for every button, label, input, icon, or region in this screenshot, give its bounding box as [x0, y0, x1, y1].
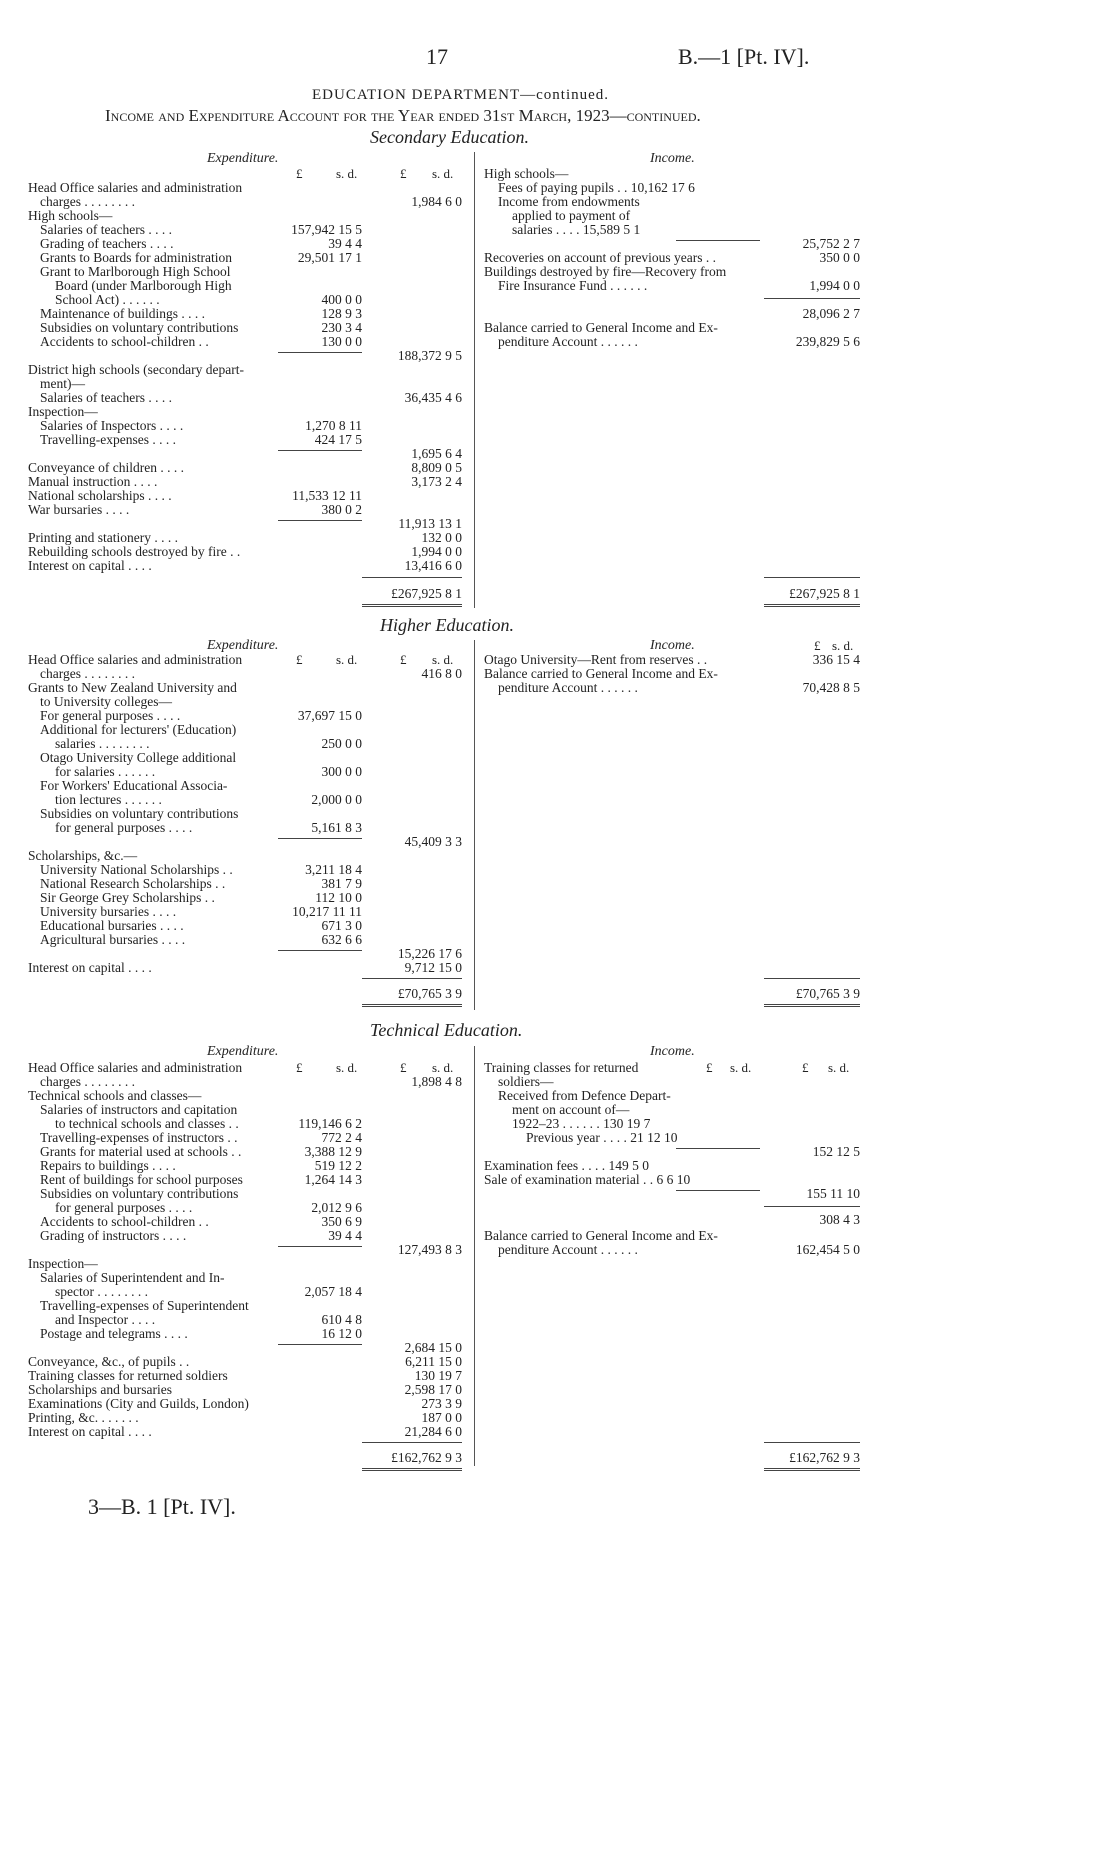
currency-header: £ [400, 1060, 407, 1075]
income-line: salaries . . . . 15,589 5 1 [512, 222, 641, 237]
outer-amount: 336 15 4 [812, 652, 860, 667]
outer-amount: 25,752 2 7 [802, 236, 860, 251]
expenditure-line: National Research Scholarships . . [40, 876, 226, 891]
income-line: ment on account of— [512, 1102, 630, 1117]
expenditure-total: £267,925 8 1 [391, 586, 462, 601]
income-total: £267,925 8 1 [789, 586, 860, 601]
outer-amount: 15,226 17 6 [397, 946, 462, 961]
outer-amount: 1,984 6 0 [411, 194, 462, 209]
outer-amount: 3,173 2 4 [411, 474, 462, 489]
outer-amount: 187 0 0 [421, 1410, 462, 1425]
total-double-rule [764, 604, 860, 607]
income-line: Sale of examination material . . 6 6 10 [484, 1172, 691, 1187]
expenditure-line: Salaries of instructors and capitation [40, 1102, 238, 1117]
expenditure-line: Head Office salaries and administration [28, 180, 243, 195]
subtotal-rule [764, 298, 860, 299]
expenditure-line: Technical schools and classes— [28, 1088, 202, 1103]
income-line: Fire Insurance Fund . . . . . . [498, 278, 648, 293]
currency-header: s. d. [432, 166, 454, 181]
income-line: Otago University—Rent from reserves . . [484, 652, 708, 667]
expenditure-line: Repairs to buildings . . . . [40, 1158, 176, 1173]
income-line: Buildings destroyed by fire—Recovery from [484, 264, 727, 279]
expenditure-line: Printing and stationery . . . . [28, 530, 178, 545]
column-divider [474, 640, 475, 1010]
higher-income-label: Income. [650, 638, 695, 653]
outer-amount: 28,096 2 7 [802, 306, 860, 321]
expenditure-line: Salaries of teachers . . . . [40, 222, 172, 237]
income-line: Recoveries on account of previous years . . [484, 250, 717, 265]
inner-amount: 29,501 17 1 [297, 250, 362, 265]
outer-amount: 70,428 8 5 [802, 680, 860, 695]
currency-header: s. d. [336, 1060, 358, 1075]
expenditure-line: Grant to Marlborough High School [40, 264, 231, 279]
expenditure-line: Rebuilding schools destroyed by fire . . [28, 544, 241, 559]
currency-header: £ [814, 638, 821, 653]
expenditure-line: Head Office salaries and administration [28, 1060, 243, 1075]
expenditure-line: Accidents to school-children . . [40, 1214, 209, 1229]
currency-header: s. d. [832, 638, 854, 653]
expenditure-line: salaries . . . . . . . . [55, 736, 150, 751]
expenditure-line: Inspection— [28, 1256, 98, 1271]
department-title: EDUCATION DEPARTMENT—continued. [312, 87, 610, 103]
inner-amount: 381 7 9 [321, 876, 362, 891]
inner-amount: 5,161 8 3 [311, 820, 362, 835]
outer-amount: 9,712 15 0 [404, 960, 462, 975]
inner-amount: 250 0 0 [321, 736, 362, 751]
expenditure-line: Scholarships and bursaries [28, 1382, 172, 1397]
technical-expenditure-label: Expenditure. [207, 1044, 279, 1059]
outer-amount: 1,994 0 0 [411, 544, 462, 559]
inner-amount: 1,270 8 11 [305, 418, 362, 433]
outer-amount: 8,809 0 5 [411, 460, 462, 475]
outer-amount: 416 8 0 [421, 666, 462, 681]
expenditure-line: Inspection— [28, 404, 98, 419]
total-double-rule [362, 1004, 462, 1007]
outer-amount: 239,829 5 6 [795, 334, 860, 349]
expenditure-line: Educational bursaries . . . . [40, 918, 184, 933]
higher-expenditure-label: Expenditure. [207, 638, 279, 653]
income-line: Balance carried to General Income and Ex- [484, 666, 718, 681]
subtotal-rule [278, 1344, 362, 1345]
total-double-rule [362, 604, 462, 607]
inner-amount: 3,388 12 9 [304, 1144, 362, 1159]
subtotal-rule [278, 950, 362, 951]
expenditure-line: Grants to Boards for administration [40, 250, 232, 265]
outer-amount: 1,898 4 8 [411, 1074, 462, 1089]
inner-amount: 130 0 0 [321, 334, 362, 349]
subtotal-rule [764, 1206, 860, 1207]
expenditure-line: Salaries of teachers . . . . [40, 390, 172, 405]
expenditure-line: University bursaries . . . . [40, 904, 177, 919]
outer-amount: 2,598 17 0 [404, 1382, 462, 1397]
expenditure-line: War bursaries . . . . [28, 502, 130, 517]
inner-amount: 37,697 15 0 [297, 708, 362, 723]
income-line: Previous year . . . . 21 12 10 [526, 1130, 678, 1145]
expenditure-line: Salaries of Inspectors . . . . [40, 418, 184, 433]
outer-amount: 132 0 0 [421, 530, 462, 545]
expenditure-line: District high schools (secondary depart- [28, 362, 244, 377]
expenditure-line: Board (under Marlborough High [55, 278, 232, 293]
inner-amount: 2,000 0 0 [311, 792, 362, 807]
income-line: Fees of paying pupils . . 10,162 17 6 [498, 180, 695, 195]
page-number: 17 [426, 44, 448, 69]
expenditure-line: Travelling-expenses . . . . [40, 432, 176, 447]
expenditure-line: Manual instruction . . . . [28, 474, 158, 489]
expenditure-line: charges . . . . . . . . [40, 1074, 135, 1089]
inner-amount: 39 4 4 [328, 236, 362, 251]
currency-header: £ [400, 652, 407, 667]
income-line: Examination fees . . . . 149 5 0 [484, 1158, 649, 1173]
income-line: applied to payment of [512, 208, 631, 223]
subtotal-rule [278, 352, 362, 353]
income-line: Balance carried to General Income and Ex- [484, 320, 718, 335]
expenditure-line: For Workers' Educational Associa- [40, 778, 228, 793]
expenditure-line: for general purposes . . . . [55, 820, 193, 835]
inner-amount: 400 0 0 [321, 292, 362, 307]
inner-amount: 2,057 18 4 [304, 1284, 362, 1299]
inner-amount: 380 0 2 [321, 502, 362, 517]
outer-amount: 13,416 6 0 [404, 558, 462, 573]
inner-amount: 350 6 9 [321, 1214, 362, 1229]
income-line: Received from Defence Depart- [498, 1088, 671, 1103]
total-double-rule [362, 1468, 462, 1471]
total-rule [764, 978, 860, 979]
inner-amount: 128 9 3 [321, 306, 362, 321]
expenditure-line: High schools— [28, 208, 113, 223]
subtotal-rule [278, 450, 362, 451]
expenditure-line: Interest on capital . . . . [28, 960, 152, 975]
expenditure-line: Agricultural bursaries . . . . [40, 932, 186, 947]
inner-amount: 300 0 0 [321, 764, 362, 779]
total-double-rule [764, 1468, 860, 1471]
currency-header: £ [706, 1060, 713, 1075]
income-line: High schools— [484, 166, 569, 181]
inner-amount: 2,012 9 6 [311, 1200, 362, 1215]
outer-amount: 11,913 13 1 [398, 516, 462, 531]
footer-reference: 3—B. 1 [Pt. IV]. [88, 1494, 236, 1519]
currency-header: £ [296, 1060, 303, 1075]
expenditure-line: Accidents to school-children . . [40, 334, 209, 349]
inner-amount: 610 4 8 [321, 1312, 362, 1327]
expenditure-line: for salaries . . . . . . [55, 764, 156, 779]
expenditure-line: National scholarships . . . . [28, 488, 172, 503]
income-line: penditure Account . . . . . . [498, 334, 638, 349]
currency-header: £ [296, 166, 303, 181]
total-rule [362, 577, 462, 578]
expenditure-line: ment)— [40, 376, 85, 391]
currency-header: £ [802, 1060, 809, 1075]
income-line: penditure Account . . . . . . [498, 1242, 638, 1257]
expenditure-line: Postage and telegrams . . . . [40, 1326, 188, 1341]
subtotal-rule [676, 1148, 760, 1149]
income-line: soldiers— [498, 1074, 554, 1089]
technical-heading: Technical Education. [370, 1020, 523, 1040]
expenditure-total: £162,762 9 3 [391, 1450, 462, 1465]
expenditure-line: Printing, &c. . . . . . . [28, 1410, 139, 1425]
currency-header: s. d. [432, 1060, 454, 1075]
outer-amount: 36,435 4 6 [404, 390, 462, 405]
inner-amount: 11,533 12 11 [292, 488, 362, 503]
secondary-expenditure-label: Expenditure. [207, 151, 279, 166]
technical-income-label: Income. [650, 1044, 695, 1059]
expenditure-line: Grants for material used at schools . . [40, 1144, 242, 1159]
expenditure-line: Grading of teachers . . . . [40, 236, 174, 251]
inner-amount: 112 10 0 [315, 890, 362, 905]
expenditure-line: University National Scholarships . . [40, 862, 233, 877]
expenditure-line: Additional for lecturers' (Education) [40, 722, 237, 737]
subtotal-rule [676, 240, 760, 241]
expenditure-line: to technical schools and classes . . [55, 1116, 239, 1131]
subtotal-rule [278, 520, 362, 521]
total-rule [764, 577, 860, 578]
expenditure-line: spector . . . . . . . . [55, 1284, 148, 1299]
outer-amount: 162,454 5 0 [795, 1242, 860, 1257]
inner-amount: 671 3 0 [321, 918, 362, 933]
expenditure-line: charges . . . . . . . . [40, 194, 135, 209]
currency-header: £ [400, 166, 407, 181]
income-total: £162,762 9 3 [789, 1450, 860, 1465]
outer-amount: 1,994 0 0 [809, 278, 860, 293]
currency-header: s. d. [336, 166, 358, 181]
secondary-heading: Secondary Education. [370, 127, 529, 147]
expenditure-line: Head Office salaries and administration [28, 652, 243, 667]
account-title: Income and Expenditure Account for the Year ended 31st March, 1923—continued. [105, 106, 701, 125]
currency-header: £ [296, 652, 303, 667]
expenditure-line: Training classes for returned soldiers [28, 1368, 228, 1383]
outer-amount: 152 12 5 [812, 1144, 860, 1159]
income-total: £70,765 3 9 [795, 986, 860, 1001]
outer-amount: 350 0 0 [819, 250, 860, 265]
expenditure-total: £70,765 3 9 [397, 986, 462, 1001]
expenditure-line: Travelling-expenses of Superintendent [40, 1298, 249, 1313]
expenditure-line: Grading of instructors . . . . [40, 1228, 187, 1243]
inner-amount: 632 6 6 [321, 932, 362, 947]
inner-amount: 519 12 2 [314, 1158, 362, 1173]
inner-amount: 772 2 4 [321, 1130, 362, 1145]
expenditure-line: Conveyance of children . . . . [28, 460, 184, 475]
expenditure-line: charges . . . . . . . . [40, 666, 135, 681]
expenditure-line: Scholarships, &c.— [28, 848, 138, 863]
expenditure-line: Otago University College additional [40, 750, 237, 765]
outer-amount: 155 11 10 [806, 1186, 860, 1201]
income-line: 1922–23 . . . . . . 130 19 7 [512, 1116, 651, 1131]
expenditure-line: Rent of buildings for school purposes [40, 1172, 243, 1187]
expenditure-line: Grants to New Zealand University and [28, 680, 237, 695]
inner-amount: 39 4 4 [328, 1228, 362, 1243]
inner-amount: 1,264 14 3 [304, 1172, 362, 1187]
currency-header: s. d. [432, 652, 454, 667]
inner-amount: 119,146 6 2 [298, 1116, 362, 1131]
outer-amount: 6,211 15 0 [405, 1354, 462, 1369]
outer-amount: 21,284 6 0 [404, 1424, 462, 1439]
expenditure-line: Examinations (City and Guilds, London) [28, 1396, 249, 1411]
expenditure-line: Salaries of Superintendent and In- [40, 1270, 225, 1285]
column-divider [474, 1046, 475, 1466]
expenditure-line: tion lectures . . . . . . [55, 792, 162, 807]
expenditure-line: to University colleges— [40, 694, 172, 709]
outer-amount: 45,409 3 3 [404, 834, 462, 849]
outer-amount: 308 4 3 [819, 1212, 860, 1227]
expenditure-line: Subsidies on voluntary contributions [40, 320, 239, 335]
total-rule [764, 1442, 860, 1443]
inner-amount: 157,942 15 5 [291, 222, 362, 237]
currency-header: s. d. [828, 1060, 850, 1075]
outer-amount: 2,684 15 0 [404, 1340, 462, 1355]
inner-amount: 3,211 18 4 [305, 862, 362, 877]
income-line: Balance carried to General Income and Ex- [484, 1228, 718, 1243]
total-rule [362, 978, 462, 979]
currency-header: s. d. [336, 652, 358, 667]
expenditure-line: Travelling-expenses of instructors . . [40, 1130, 238, 1145]
expenditure-line: Conveyance, &c., of pupils . . [28, 1354, 190, 1369]
expenditure-line: Interest on capital . . . . [28, 558, 152, 573]
expenditure-line: Sir George Grey Scholarships . . [40, 890, 215, 905]
outer-amount: 127,493 8 3 [397, 1242, 462, 1257]
income-line: Income from endowments [498, 194, 640, 209]
document-reference: B.—1 [Pt. IV]. [678, 44, 810, 69]
outer-amount: 130 19 7 [414, 1368, 462, 1383]
expenditure-line: School Act) . . . . . . [55, 292, 160, 307]
higher-heading: Higher Education. [380, 615, 514, 635]
expenditure-line: and Inspector . . . . [55, 1312, 156, 1327]
total-rule [362, 1442, 462, 1443]
outer-amount: 188,372 9 5 [397, 348, 462, 363]
inner-amount: 424 17 5 [314, 432, 362, 447]
currency-header: s. d. [730, 1060, 752, 1075]
outer-amount: 1,695 6 4 [411, 446, 462, 461]
total-double-rule [764, 1004, 860, 1007]
subtotal-rule [676, 1190, 760, 1191]
income-line: Training classes for returned [484, 1060, 639, 1075]
inner-amount: 10,217 11 11 [292, 904, 362, 919]
inner-amount: 16 12 0 [321, 1326, 362, 1341]
subtotal-rule [278, 838, 362, 839]
inner-amount: 230 3 4 [321, 320, 362, 335]
expenditure-line: Subsidies on voluntary contributions [40, 806, 239, 821]
subtotal-rule [278, 1246, 362, 1247]
expenditure-line: For general purposes . . . . [40, 708, 181, 723]
expenditure-line: Subsidies on voluntary contributions [40, 1186, 239, 1201]
outer-amount: 273 3 9 [421, 1396, 462, 1411]
expenditure-line: Maintenance of buildings . . . . [40, 306, 205, 321]
expenditure-line: Interest on capital . . . . [28, 1424, 152, 1439]
income-line: penditure Account . . . . . . [498, 680, 638, 695]
expenditure-line: for general purposes . . . . [55, 1200, 193, 1215]
secondary-income-label: Income. [650, 151, 695, 166]
column-divider [474, 152, 475, 608]
